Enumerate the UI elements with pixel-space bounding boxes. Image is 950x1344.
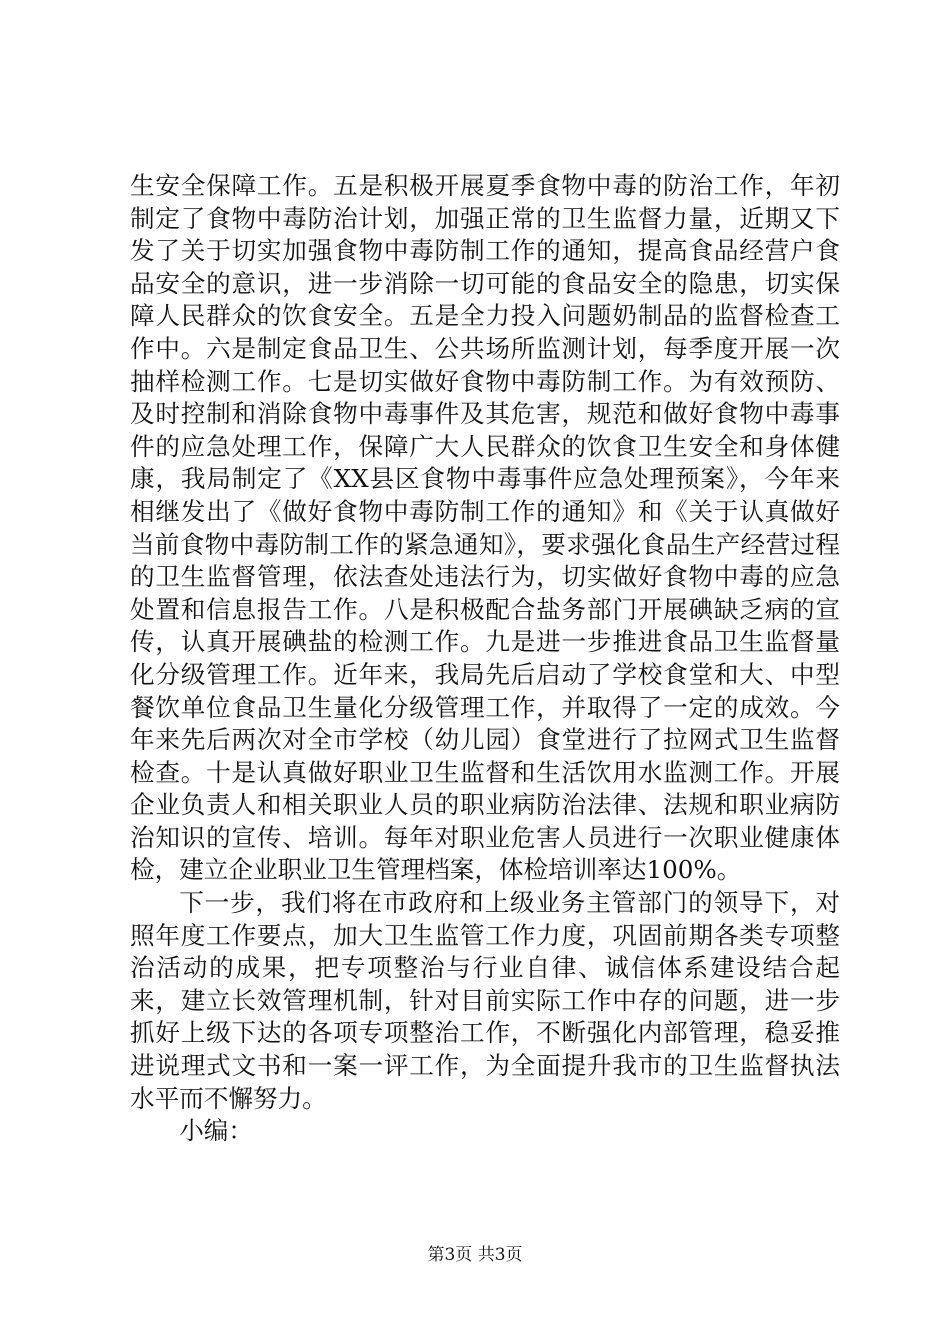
page-number-footer: 第3页 共3页 <box>427 1245 523 1265</box>
paragraph-next-steps: 下一步，我们将在市政府和上级业务主管部门的领导下，对照年度工作要点，加大卫生监管工作力度，巩固前期各类专项整治活动的成果，把专项整治与行业自律、诚信体系建设结合起来，建立长效管理机制，针对目前实际工作中存的问题，进一步抓好上级下达的各项专项整治工作，不断强化内部管理，稳妥推进说理式文书和一案一评工作，为全面提升我市的卫生监督执法水平而不懈努力。 <box>130 888 840 1113</box>
paragraph-continuation: 生安全保障工作。五是积极开展夏季食物中毒的防治工作，年初制定了食物中毒防治计划，加强正常的卫生监督力量，近期又下发了关于切实加强食物中毒防制工作的通知，提高食品经营户食品安全的意识，进一步消除一切可能的食品安全的隐患，切实保障人民群众的饮食安全。五是全力投入问题奶制品的监督检查工作中。六是制定食品卫生、公共场所监测计划，每季度开展一次抽样检测工作。七是切实做好食物中毒防制工作。为有效预防、及时控制和消除食物中毒事件及其危害，规范和做好食物中毒事件的应急处理工作，保障广大人民群众的饮食卫生安全和身体健康，我局制定了《XX县区食物中毒事件应急处理预案》，今年来相继发出了《做好食物中毒防制工作的通知》和《关于认真做好当前食物中毒防制工作的紧急通知》，要求强化食品生产经营过程的卫生监督管理，依法查处违法行为，切实做好食物中毒的应急处置和信息报告工作。八是积极配合盐务部门开展碘缺乏病的宣传，认真开展碘盐的检测工作。九是进一步推进食品卫生监督量化分级管理工作。近年来，我局先后启动了学校食堂和大、中型餐饮单位食品卫生量化分级管理工作，并取得了一定的成效。今年来先后两次对全市学校（幼儿园）食堂进行了拉网式卫生监督检查。十是认真做好职业卫生监督和生活饮用水监测工作。开展企业负责人和相关职业人员的职业病防治法律、法规和职业病防治知识的宣传、培训。每年对职业危害人员进行一次职业健康体检，建立企业职业卫生管理档案，体检培训率达100%。 <box>130 171 840 885</box>
document-body <box>130 170 840 1148</box>
paragraph-editor-note: 小编： <box>179 1116 253 1146</box>
